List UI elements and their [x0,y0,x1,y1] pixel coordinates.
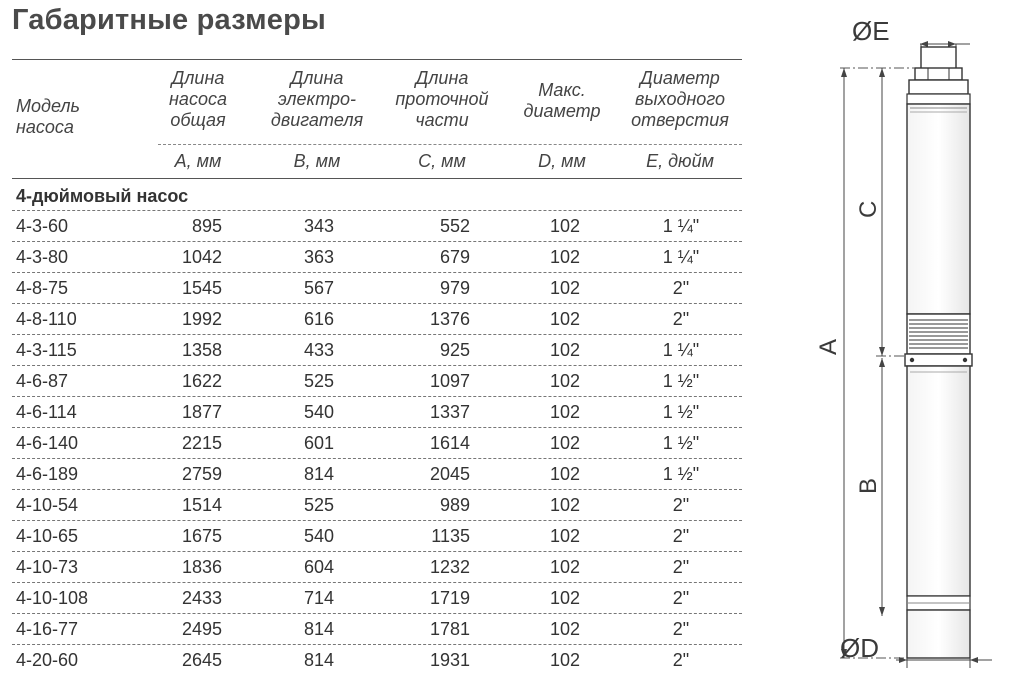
cell-d: 102 [549,619,580,639]
cell-d: 102 [549,588,580,608]
label-c: C [855,200,882,218]
cell-a: 2495 [181,619,222,639]
cell-model: 4-10-108 [16,588,89,608]
row-divider [12,241,742,242]
cell-c: 1135 [431,526,470,546]
cell-c: 1931 [429,650,470,670]
cell-a: 1836 [181,557,222,577]
pump-body [905,47,972,658]
cell-d: 102 [549,433,580,453]
header-model: Модель насоса [16,96,80,137]
header-c: Длина проточной части [395,68,489,130]
cell-d: 102 [549,216,580,236]
dimension-b [855,358,885,616]
cell-b: 601 [303,433,334,453]
cell-c: 1614 [429,433,470,453]
cell-model: 4-10-54 [16,495,79,515]
cell-d: 102 [549,402,580,422]
cell-c: 979 [439,278,470,298]
cell-b: 540 [303,402,334,422]
cell-c: 1719 [429,588,470,608]
cell-d: 102 [549,340,580,360]
row-divider [12,613,742,614]
header-d: Макс. диаметр [523,80,601,121]
header-e: Диаметр выходного отверстия [631,68,729,130]
cell-model: 4-10-73 [16,557,79,577]
cell-c: 1097 [429,371,470,391]
cell-a: 2215 [181,433,222,453]
cell-model: 4-20-60 [16,650,79,670]
cell-b: 616 [303,309,334,329]
cell-c: 1781 [429,619,470,639]
pump-diagram [800,0,1015,681]
cell-e: 2" [672,309,690,329]
cell-model: 4-3-115 [16,340,77,360]
cell-d: 102 [549,309,580,329]
cell-model: 4-8-75 [16,278,69,298]
cell-b: 433 [303,340,334,360]
dimension-a [815,68,915,658]
cell-e: 1 ½" [662,402,700,422]
cell-a: 1545 [181,278,222,298]
cell-d: 102 [549,526,580,546]
cell-b: 814 [303,650,334,670]
cell-b: 714 [303,588,334,608]
cell-a: 2759 [181,464,222,484]
cell-c: 1337 [429,402,470,422]
unit-a: А, мм [174,151,222,171]
header-b: Длина электро- двигателя [270,68,364,130]
label-a: A [815,338,842,355]
cell-c: 552 [439,216,470,236]
cell-b: 567 [303,278,334,298]
cell-e: 1 ¼" [662,340,700,360]
row-divider [12,365,742,366]
cell-e: 2" [672,526,690,546]
cell-e: 1 ¼" [662,216,700,236]
cell-c: 2045 [429,464,470,484]
cell-b: 540 [303,526,334,546]
unit-c: С, мм [418,151,466,171]
row-divider [12,520,742,521]
cell-e: 2" [672,495,690,515]
row-divider [12,303,742,304]
cell-model: 4-6-87 [16,371,69,391]
row-divider [12,210,742,211]
cell-e: 1 ¼" [662,247,700,267]
cell-a: 1514 [181,495,222,515]
cell-a: 1622 [181,371,222,391]
table-row [12,648,742,679]
table-top-border [12,59,742,60]
cell-model: 4-8-110 [16,309,77,329]
cell-c: 989 [439,495,470,515]
unit-b: В, мм [293,151,341,171]
cell-b: 363 [303,247,334,267]
cell-d: 102 [549,278,580,298]
row-divider [12,644,742,645]
cell-d: 102 [549,650,580,670]
cell-model: 4-6-114 [16,402,77,422]
cell-b: 525 [303,495,334,515]
cell-b: 525 [303,371,334,391]
row-divider [12,396,742,397]
cell-d: 102 [549,464,580,484]
cell-b: 814 [303,464,334,484]
cell-model: 4-6-140 [16,433,79,453]
header-divider [158,144,742,145]
cell-b: 343 [303,216,334,236]
cell-e: 1 ½" [662,371,700,391]
cell-e: 2" [672,557,690,577]
cell-model: 4-6-189 [16,464,79,484]
label-d: ØD [840,633,879,663]
label-b: B [855,477,882,494]
label-e: ØE [852,16,890,46]
dimension-c [855,68,907,356]
cell-model: 4-16-77 [16,619,79,639]
cell-e: 2" [672,650,690,670]
cell-b: 604 [303,557,334,577]
cell-a: 1042 [181,247,222,267]
cell-d: 102 [549,371,580,391]
row-divider [12,334,742,335]
cell-model: 4-3-80 [16,247,69,267]
cell-b: 814 [303,619,334,639]
cell-d: 102 [549,557,580,577]
cell-c: 925 [439,340,470,360]
cell-model: 4-10-65 [16,526,79,546]
row-divider [12,582,742,583]
cell-a: 2433 [181,588,222,608]
cell-e: 2" [672,278,690,298]
cell-c: 1376 [429,309,470,329]
page-title: Габаритные размеры [12,4,326,36]
row-divider [12,458,742,459]
cell-a: 895 [191,216,222,236]
row-divider [12,427,742,428]
cell-c: 679 [439,247,470,267]
header-bottom-border [12,178,742,179]
unit-e: Е, дюйм [646,151,714,171]
cell-e: 2" [672,588,690,608]
cell-e: 2" [672,619,690,639]
row-divider [12,272,742,273]
cell-d: 102 [549,495,580,515]
cell-c: 1232 [429,557,470,577]
cell-e: 1 ½" [662,464,700,484]
cell-e: 1 ½" [662,433,700,453]
section-heading: 4-дюймовый насос [16,186,189,206]
row-divider [12,551,742,552]
cell-model: 4-3-60 [16,216,69,236]
header-a: Длина насоса общая [169,68,227,130]
cell-a: 1675 [181,526,222,546]
cell-a: 1358 [181,340,222,360]
cell-d: 102 [549,247,580,267]
cell-a: 1877 [181,402,222,422]
unit-d: D, мм [538,151,586,171]
row-divider [12,489,742,490]
cell-a: 1992 [181,309,222,329]
cell-a: 2645 [181,650,222,670]
